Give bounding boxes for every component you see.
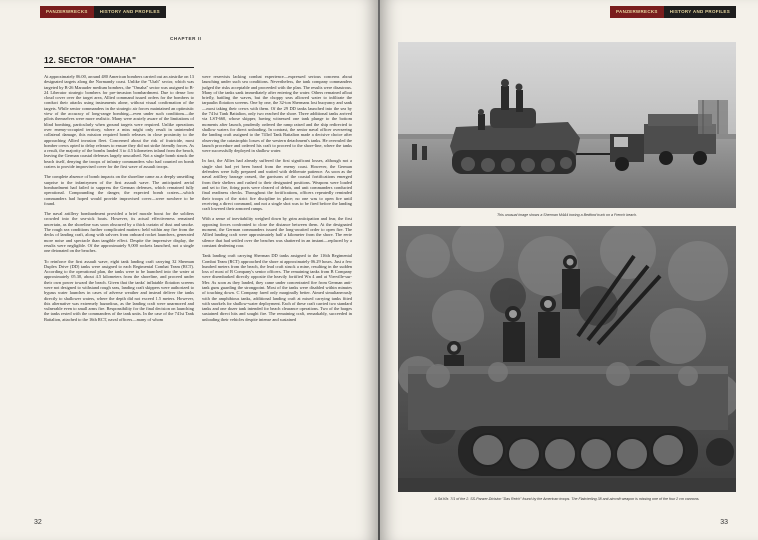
series-tab: PANZERWRECKS: [610, 6, 664, 18]
page-header-tabs: [40, 6, 166, 18]
photo-sherman-towing-truck: [398, 42, 736, 208]
photo-sherman-image: [398, 42, 736, 208]
paragraph: The complete absence of bomb impacts on the shoreline came as a deeply unsettling surprise to the infantrymen of the first assault wave. The anticipated aerial bombardment had failed to suppress the German defenses, which remained fully operational. Compounding the danger, the expected bomb craters—which commanders had hoped would provide improvised cover—were nowhere to be found.: [44, 174, 194, 206]
left-text-column-2: [202, 74, 352, 327]
photo-caption-2: A Sd.Kfz. 7/1 of the 2. SS-Panzer-Division "Das Reich" found by the American troops. The Flakvierling 38 anti-aircraft weapon is missing one of the four 2 cm cannons.: [434, 497, 700, 501]
paragraph: were reservists lacking combat experience—expressed serious concerns about launching under such sea conditions. Nevertheless, the tank company commanders judged the risks acceptable and proceeded with the plan. The results were disastrous. Many of the tanks sank immediately after entering the water. Others remained afloat briefly, battling the waves, but the choppy seas allowed water to infiltrate the tarpaulin flotation screens. One by one, the 32-ton Shermans lost buoyancy and sank—most taking their crews with them. Of the 29 DD tanks launched into the sea by the 741st Tank Battalion, only two reached the shore. Three additional tanks arrived via LST-660, whose skipper, having witnessed one tank plunge to the bottom moments after launch, prudently ordered the ramp raised and the ship redirected to shallow waters for direct unloading. In contrast, the senior naval officer overseeing the landing craft assigned to the 743rd Tank Battalion made a decisive choice after observing the catastrophic losses of the western detachment's tanks. He overruled the launch procedure and ordered his craft to proceed to the shore-line, where the tanks were successfully deployed in shallow water.: [202, 74, 352, 154]
page-header-tabs: [610, 6, 736, 18]
left-text-column-1: [44, 74, 194, 327]
left-page: [0, 0, 378, 540]
paragraph: The naval artillery bombardment provided a brief morale boost for the soldiers crowded into the sea-sick boats. However, its actual effectiveness remained uncertain, as the shoreline was soon obscured by a thick curtain of dust and smoke. The rough sea conditions further complicated matters: held within any fire from the decks of landing craft, along with salvoes from onboard rocket launchers, generated more noise and spectacle than tangible effect. Despite the impressive display, the results were negligible. Of the approximately 9,000 rockets launched, not a single one detonated on the beaches.: [44, 211, 194, 254]
paragraph: To reinforce the first assault wave, eight tank landing craft carrying 32 Sherman Duplex Drive (DD) tanks were assigned to each Regimental Combat Team (RCT). According to the operational plan, the tanks were to be launched into the water at approximately 05.30, about 4.5 kilometers from the shoreline, and proceed under their own power toward the beach. Given that the tanks' inflatable flotation screens were not designed to withstand rough seas, landing craft skippers were authorized to bypass water launches in cases of adverse weather and instead deliver the tanks directly to shallower waters, where the depth did not exceed 1.5 meters. However, this alternative was extremely hazardous, as the landing craft were unarmored and vulnerable even to small arms fire. Responsibility for the final decision on launching the tanks rested with the commanders of the tank units. In the case of the 741st Tank Battalion, attached to the 16th RCT, naval officers—many of whom: [44, 258, 194, 322]
section-tab: HISTORY AND PROFILES: [664, 6, 736, 18]
paragraph: With a sense of inevitability weighed down by grim anticipation and fear, the first opposing forces confronted to close the distance between them. At the designated moment, the German commanders issued the long-awaited order to open fire. The Allied landing craft were approximately half a kilometer from the shore. The eerie silence that had settled over the beaches was shattered in an instant—replaced by a constant deafening roar.: [202, 216, 352, 248]
paragraph: Tank landing craft carrying Sherman DD tanks assigned to the 116th Regimental Combat Team (RCT) approached the shore at approximately 06.29 hours. Just a few hundred meters from the beach, the lead craft struck a mine, resulting in the sudden loss of most of B Company's senior officers. The remaining tanks from B Company were disembarked directly opposite the heavily fortified Wn 4 and at Vierville-sur-Mer. As soon as they landed, they came under concentrated fire from German anti-tank guns guarding the strongpoint. Most of the tanks were disabled within minutes of touching down. C Company fared only marginally better. Aimed simultaneously with the amphibious tanks, additional landing craft at mixed carrying tanks fitted with snorkels for shallow-water deployment. Each of these craft carried two standard tanks and one dozer tank intended for beach clearance operations. Two of the barges sustained direct hits and sought fire. The remaining craft, remarkably, succeeded in unloading their vehicles despite intense and sustained: [202, 253, 352, 322]
section-title-rule: [44, 67, 194, 68]
section-title: 12. SECTOR "OMAHA": [44, 55, 136, 65]
right-page: [380, 0, 758, 540]
photo-caption-1: This unusual image shows a Sherman M4A4 towing a Bedford truck on a French beach.: [496, 213, 638, 217]
paragraph: In fact, the Allies had already suffered the first significant losses, although not a single shot had yet been heard from the enemy coast. However, the German defenders were fully prepared and waited with deliberate patience. As soon as the naval artillery barrage ceased, the garrisons of the coastal fortifications emerged from their shelters and rushed to their designated positions. Weapons were loaded and set to fire, firing ports were cleared of debris, and unit commanders conducted final readiness checks. Throughout the fortifications, officers repeatedly reminded their troops of the strict fire discipline in place; no one was to open fire until receiving a direct command, and not a single shot was to be fired before the landing craft lowered their armored ramps.: [202, 158, 352, 212]
page-number-right: 33: [720, 519, 728, 526]
section-tab: HISTORY AND PROFILES: [94, 6, 166, 18]
series-tab: PANZERWRECKS: [40, 6, 94, 18]
photo-halftrack-image: [398, 226, 736, 492]
photo-sdkfz-halftrack: [398, 226, 736, 492]
chapter-label: CHAPTER II: [170, 36, 202, 41]
page-number-left: 32: [34, 519, 42, 526]
paragraph: At approximately 06.00, around 480 American bombers carried out an airstrike on 13 designated targets along the Normandy coast. Unlike the "Utah" sector, which was targeted by B-26 Marauder medium bombers, the "Omaha" sector was assigned to B-24 Liberator strategic bombers for pre-invasion bombardment. Due to dense low cloud cover over the target area, Allied command issued orders for the bombers to conduct their attacks using instruments alone, without visual confirmation of the targets. While senior commanders in the strategic air forces maintained an optimistic view of the accuracy of long-range bombing—even under such conditions—the pilots themselves were more realistic. Many were acutely aware of the limitations of blind bombing, particularly when ground targets were required. Unlike operations over enemy-occupied territory, where a miss might only result in unintended collateral damage, this mission required bomb releases in close proximity to the approaching Allied invasion fleet. Concerned about the risk of fratricide, most bomber crews opted to delay releases to ensure they did not strike friendly forces. As a result, the majority of the bombs landed 3 to 4.5 kilometers inland from the beach, leaving the German coastal defenses largely unscathed. Not a single bomb struck the beach itself, denying the troops of infantry commanders who had counted on bomb craters to provide improvised cover for the first wave of assault troops.: [44, 74, 194, 170]
